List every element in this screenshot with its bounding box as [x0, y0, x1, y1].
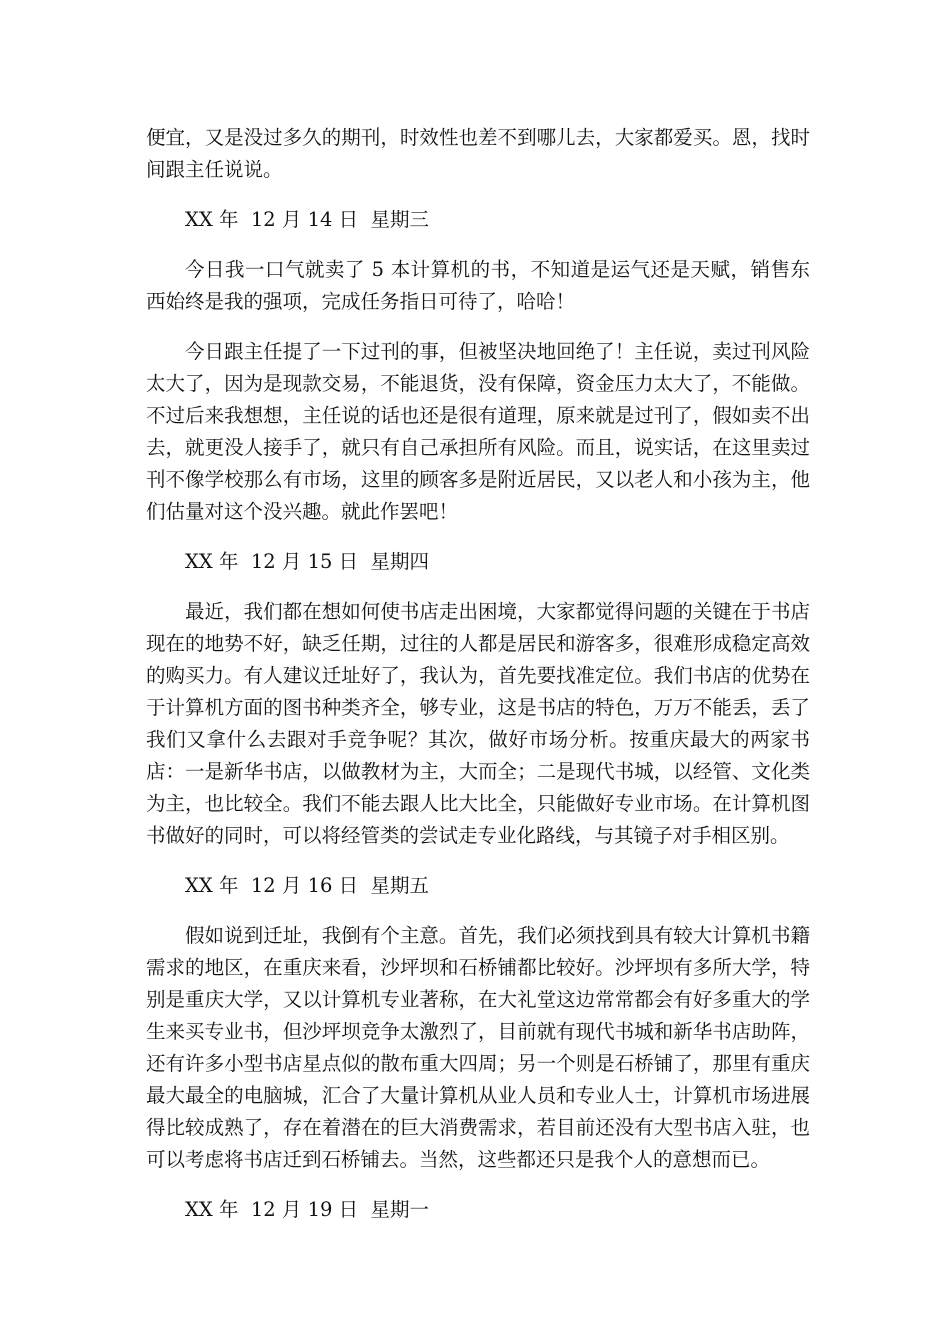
paragraph-continued: 便宜，又是没过多久的期刊，时效性也差不到哪儿去，大家都爱买。恩，找时间跟主任说说。 — [146, 126, 810, 181]
paragraph: 今日我一口气就卖了 5 本计算机的书，不知道是运气还是天赋，销售东西始终是我的强项，完成任务指日可待了，哈哈！ — [146, 258, 810, 313]
diary-date-heading: XX 年 12 月 16 日 星期五 — [185, 874, 429, 897]
document-body — [146, 122, 810, 1244]
diary-date-heading: XX 年 12 月 14 日 星期三 — [185, 208, 429, 231]
paragraph: 假如说到迁址，我倒有个主意。首先，我们必须找到具有较大计算机书籍需求的地区，在重庆来看，沙坪坝和石桥铺都比较好。沙坪坝有多所大学，特别是重庆大学，又以计算机专业著称，在大礼堂这边常常都会有好多重大的学生来买专业书，但沙坪坝竞争太激烈了，目前就有现代书城和新华书店助阵，还有许多小型书店星点似的散布重大四周；另一个则是石桥铺了，那里有重庆最大最全的电脑城，汇合了大量计算机从业人员和专业人士，计算机市场进展得比较成熟了，存在着潜在的巨大消费需求，若目前还没有大型书店入驻，也可以考虑将书店迁到石桥铺去。当然，这些都还只是我个人的意想而已。 — [146, 924, 810, 1171]
diary-date-heading: XX 年 12 月 19 日 星期一 — [185, 1198, 429, 1221]
diary-date-heading: XX 年 12 月 15 日 星期四 — [185, 550, 429, 573]
paragraph: 最近，我们都在想如何使书店走出困境，大家都觉得问题的关键在于书店现在的地势不好，缺乏任期，过往的人都是居民和游客多，很难形成稳定高效的购买力。有人建议迁址好了，我认为，首先要找准定位。我们书店的优势在于计算机方面的图书种类齐全，够专业，这是书店的特色，万万不能丢，丢了我们又拿什么去跟对手竞争呢？其次，做好市场分析。按重庆最大的两家书店：一是新华书店，以做教材为主，大而全；二是现代书城，以经管、文化类为主，也比较全。我们不能去跟人比大比全，只能做好专业市场。在计算机图书做好的同时，可以将经管类的尝试走专业化路线，与其镜子对手相区别。 — [146, 600, 810, 847]
paragraph: 今日跟主任提了一下过刊的事，但被坚决地回绝了！主任说，卖过刊风险太大了，因为是现款交易，不能退货，没有保障，资金压力太大了，不能做。不过后来我想想，主任说的话也还是很有道理，原来就是过刊了，假如卖不出去，就更没人接手了，就只有自己承担所有风险。而且，说实话，在这里卖过刊不像学校那么有市场，这里的顾客多是附近居民，又以老人和小孩为主，他们估量对这个没兴趣。就此作罢吧！ — [146, 340, 810, 523]
